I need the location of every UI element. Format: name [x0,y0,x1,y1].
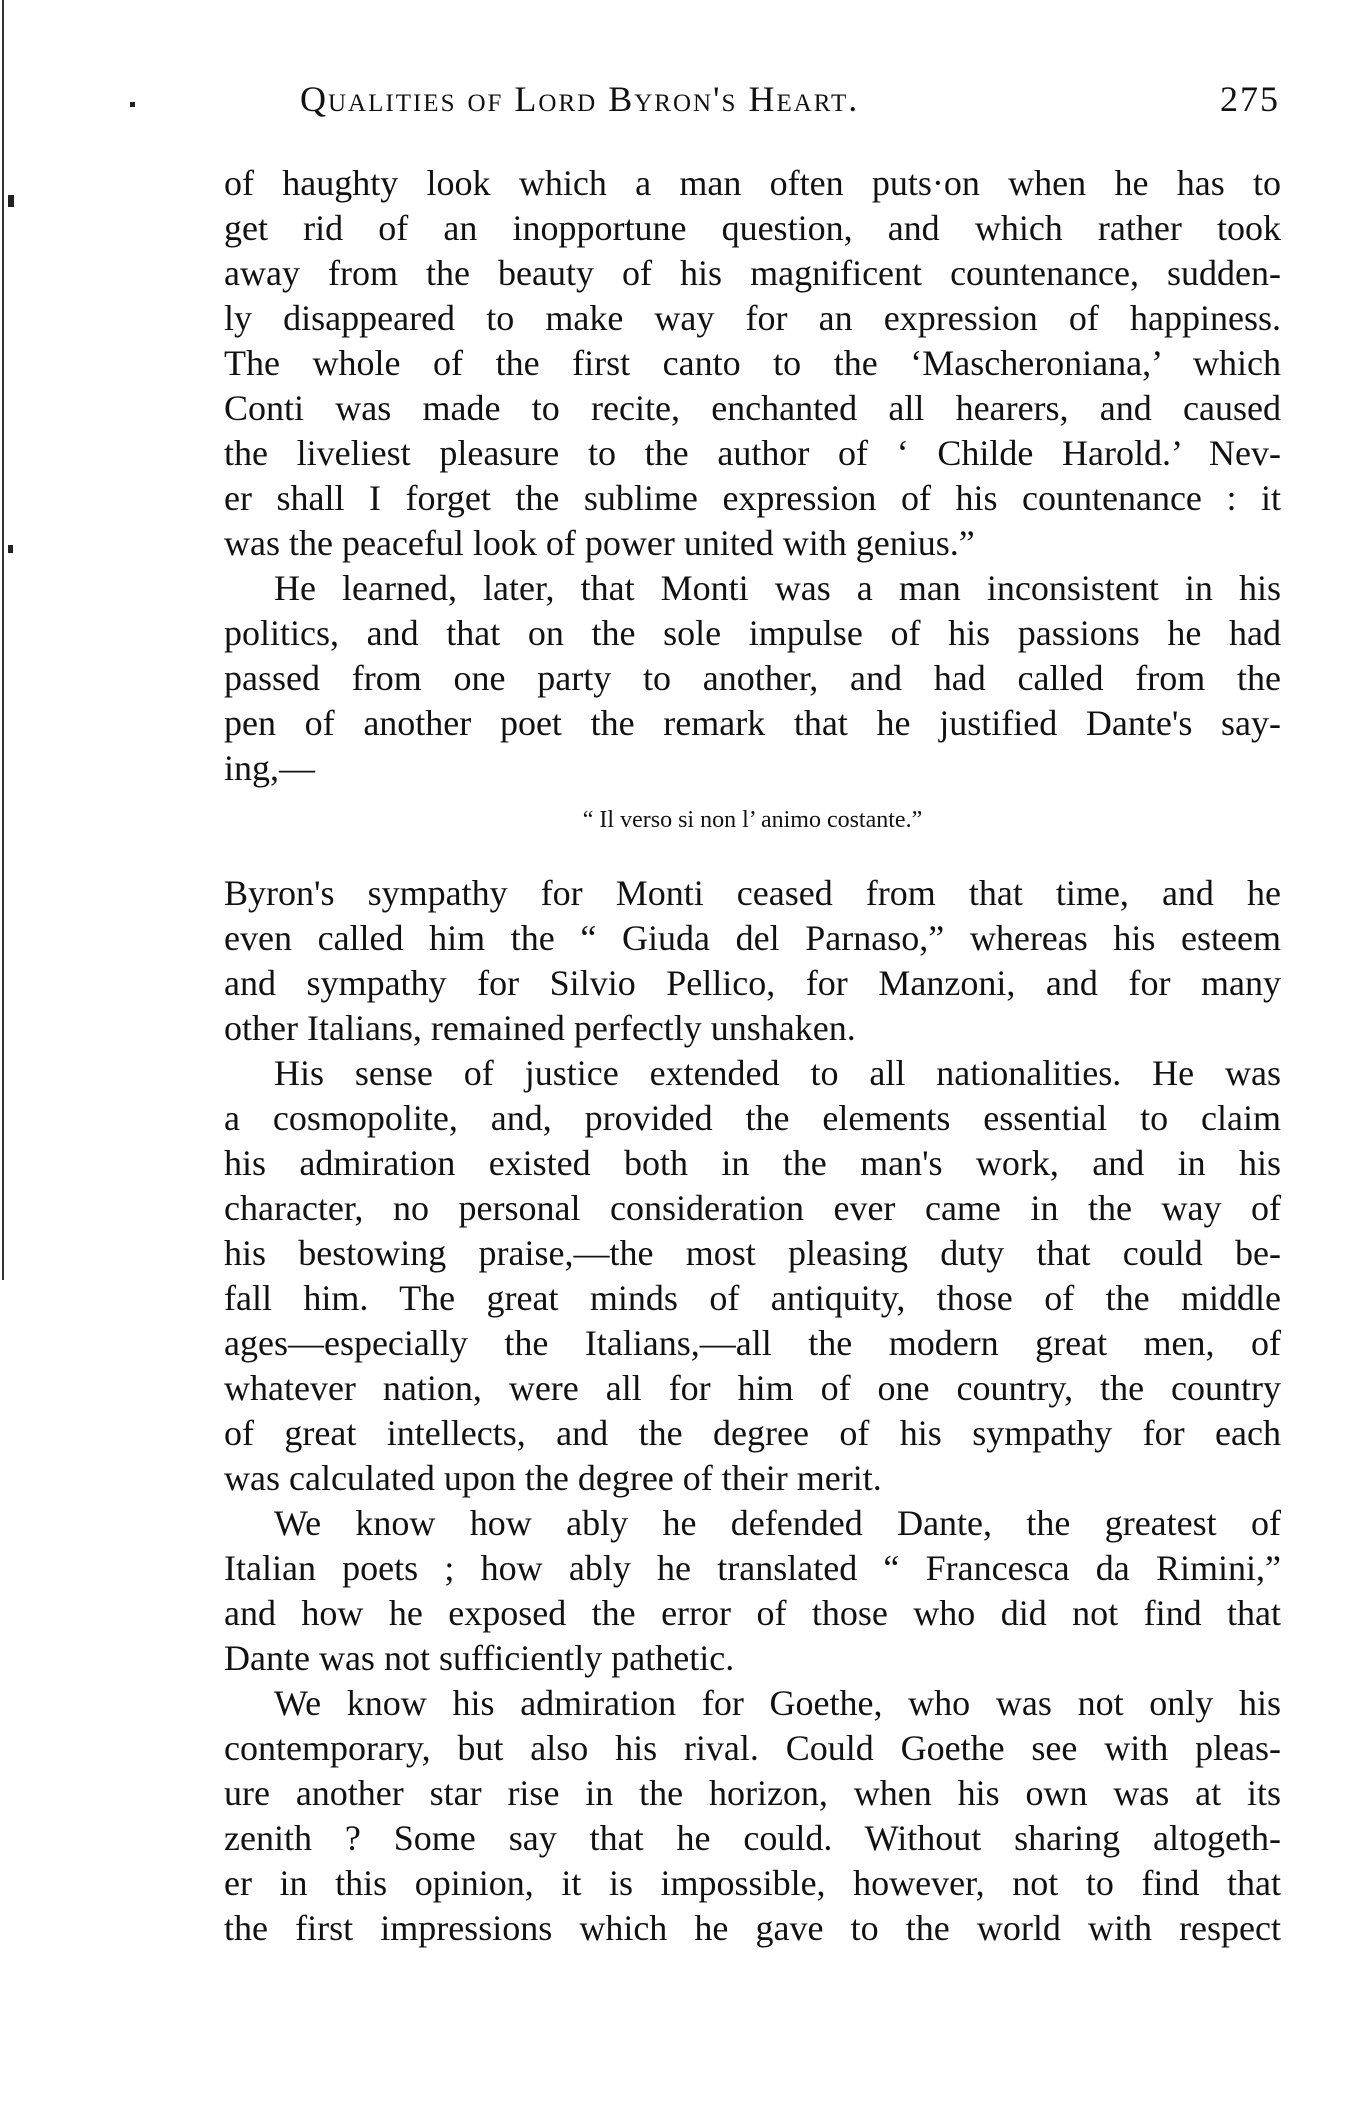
page-body [224,161,1281,1951]
text-line: character, no personal consideration ever came in the way of [224,1188,1281,1228]
text-line: Conti was made to recite, enchanted all hearers, and caused [224,388,1281,428]
paragraph [224,1051,1281,1501]
text-line: He learned, later, that Monti was a man inconsistent in his [274,568,1281,608]
text-line: his admiration existed both in the man's work, and in his [224,1143,1281,1183]
text-line: ly disappeared to make way for an expression of happiness. [224,298,1281,338]
text-line: contemporary, but also his rival. Could Goethe see with pleas- [224,1728,1281,1768]
text-line: was the peaceful look of power united with genius.” [224,523,975,563]
scan-speck [8,545,13,553]
text-line: zenith ? Some say that he could. Without sharing altogeth- [224,1818,1281,1858]
text-line: even called him the “ Giuda del Parnaso,” whereas his esteem [224,918,1281,958]
block-quote: “ Il verso si non l’ animo costante.” [582,807,923,833]
text-line: Dante was not sufficiently pathetic. [224,1638,735,1678]
text-line: the liveliest pleasure to the author of ‘ Childe Harold.’ Nev- [224,433,1281,473]
text-line: The whole of the first canto to the ‘Mascheroniana,’ which [224,343,1281,383]
text-line: er in this opinion, it is impossible, however, not to find that [224,1863,1281,1903]
text-line: His sense of justice extended to all nationalities. He was [274,1053,1281,1093]
running-title: Qualities of Lord Byron's Heart. [300,79,860,119]
text-line: We know how ably he defended Dante, the greatest of [274,1503,1281,1543]
text-line: his bestowing praise,—the most pleasing duty that could be- [224,1233,1281,1273]
text-line: fall him. The great minds of antiquity, those of the middle [224,1278,1281,1318]
text-line: whatever nation, were all for him of one country, the country [224,1368,1281,1408]
text-line: ure another star rise in the horizon, when his own was at its [224,1773,1281,1813]
text-line: ing,— [224,748,316,788]
text-line: of haughty look which a man often puts·on when he has to [224,163,1281,203]
text-line: ages—especially the Italians,—all the modern great men, of [224,1323,1281,1363]
text-line: the first impressions which he gave to the world with respect [224,1908,1281,1948]
text-line: passed from one party to another, and had called from the [224,658,1281,698]
scan-edge-line [2,0,4,1280]
text-line: er shall I forget the sublime expression of his countenance : it [224,478,1281,518]
paragraph [224,566,1281,791]
scan-speck [130,102,135,107]
text-line: pen of another poet the remark that he justified Dante's say- [224,703,1281,743]
paragraph [224,161,1281,566]
text-line: and sympathy for Silvio Pellico, for Manzoni, and for many [224,963,1281,1003]
text-line: away from the beauty of his magnificent countenance, sudden- [224,253,1281,293]
text-line: Italian poets ; how ably he translated “ Francesca da Rimini,” [224,1548,1281,1588]
text-line: We know his admiration for Goethe, who was not only his [274,1683,1281,1723]
text-line: a cosmopolite, and, provided the elements essential to claim [224,1098,1281,1138]
text-line: get rid of an inopportune question, and which rather took [224,208,1281,248]
text-line: of great intellects, and the degree of his sympathy for each [224,1413,1281,1453]
text-line: other Italians, remained perfectly unshaken. [224,1008,856,1048]
scan-speck [8,195,14,207]
text-line: was calculated upon the degree of their merit. [224,1458,882,1498]
paragraph [224,1501,1281,1681]
paragraph [224,871,1281,1051]
text-line: Byron's sympathy for Monti ceased from that time, and he [224,873,1281,913]
text-line: politics, and that on the sole impulse of his passions he had [224,613,1281,653]
running-header [300,78,1280,126]
paragraph [224,1681,1281,1951]
page-number: 275 [1220,79,1280,119]
text-line: and how he exposed the error of those who did not find that [224,1593,1281,1633]
